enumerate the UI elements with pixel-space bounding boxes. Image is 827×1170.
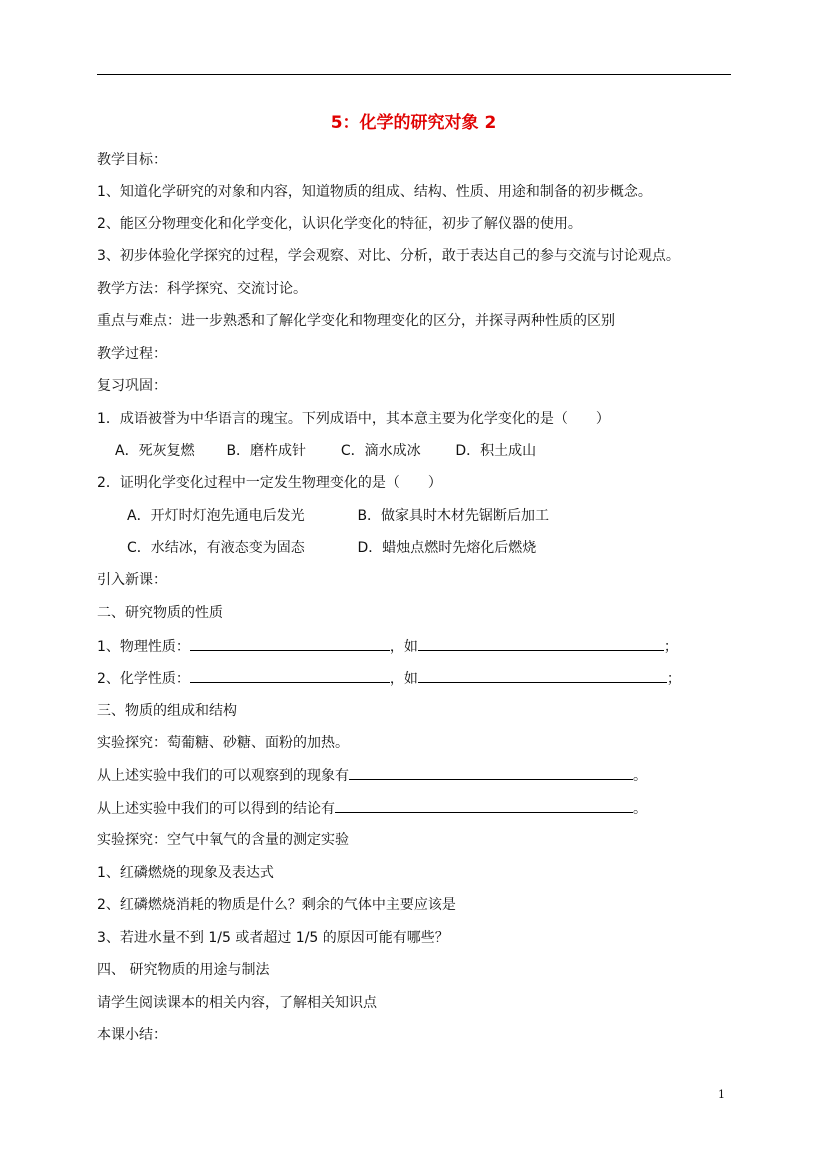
chemical-property-label: 2、化学性质： <box>97 671 190 687</box>
summary-heading: 本课小结： <box>97 1027 167 1043</box>
q1-option-d: D．积土成山 <box>455 443 537 459</box>
chemical-property-blank[interactable] <box>190 668 390 683</box>
teaching-method: 教学方法：科学探究、交流讨论。 <box>97 281 307 297</box>
experiment-2-item-2: 2、红磷燃烧消耗的物质是什么？剩余的气体中主要应该是 <box>97 897 456 913</box>
goal-item-2: 2、能区分物理变化和化学变化，认识化学变化的特征，初步了解仪器的使用。 <box>97 216 582 232</box>
observe-period: 。 <box>633 768 647 784</box>
experiment-1: 实验探究：萄葡糖、砂糖、面粉的加热。 <box>97 735 349 751</box>
page-number: 1 <box>718 1088 725 1101</box>
conclude-period: 。 <box>633 801 647 817</box>
physical-property-example-blank[interactable] <box>418 636 664 651</box>
q2-option-a: A．开灯时灯泡先通电后发光 <box>127 508 305 524</box>
physical-property-label: 1、物理性质： <box>97 639 190 655</box>
conclude-line <box>97 798 647 819</box>
section-3-heading: 三、物质的组成和结构 <box>97 703 237 719</box>
experiment-2-item-1: 1、红磷燃烧的现象及表达式 <box>97 865 274 881</box>
key-points: 重点与难点：进一步熟悉和了解化学变化和物理变化的区分，并探寻两种性质的区别 <box>97 313 615 329</box>
chemical-property-ru: ，如 <box>389 671 418 687</box>
physical-property-ru: ，如 <box>389 639 418 655</box>
physical-property-line <box>97 636 678 657</box>
q1-option-b: B．磨杵成针 <box>226 443 307 459</box>
section-2-heading: 二、研究物质的性质 <box>97 605 223 621</box>
intro-heading: 引入新课： <box>97 572 167 588</box>
goal-item-3: 3、初步体验化学探究的过程，学会观察、对比、分析，敢于表达自己的参与交流与讨论观点。 <box>97 248 680 264</box>
section-4-heading: 四、 研究物质的用途与制法 <box>97 962 270 978</box>
q1-option-a: A．死灰复燃 <box>115 443 195 459</box>
physical-property-end: ； <box>663 639 678 655</box>
q1-option-c: C．滴水成冰 <box>340 443 421 459</box>
experiment-2: 实验探究：空气中氧气的含量的测定实验 <box>97 832 349 848</box>
experiment-2-item-3: 3、若进水量不到 1/5 或者超过 1/5 的原因可能有哪些？ <box>97 930 449 946</box>
review-heading: 复习巩固： <box>97 378 167 394</box>
q2-option-b: B．做家具时木材先锯断后加工 <box>357 508 550 524</box>
teaching-goals-heading: 教学目标： <box>97 152 167 168</box>
question-1-stem: 1．成语被誉为中华语言的瑰宝。下列成语中，其本意主要为化学变化的是（ ） <box>97 411 610 427</box>
question-2-stem: 2．证明化学变化过程中一定发生物理变化的是（ ） <box>97 475 442 491</box>
teaching-process-heading: 教学过程： <box>97 346 167 362</box>
page-title: 5：化学的研究对象 2 <box>330 113 497 133</box>
question-2-options-row-2 <box>127 538 536 558</box>
conclude-label: 从上述实验中我们的可以得到的结论有 <box>97 801 335 817</box>
question-1-options <box>115 441 536 461</box>
chemical-property-end: ； <box>666 671 681 687</box>
header-rule <box>97 74 731 75</box>
section-4-text: 请学生阅读课本的相关内容，了解相关知识点 <box>97 995 377 1011</box>
goal-item-1: 1、知道化学研究的对象和内容，知道物质的组成、结构、性质、用途和制备的初步概念。 <box>97 184 652 200</box>
chemical-property-line <box>97 668 681 689</box>
q2-option-d: D．蜡烛点燃时先熔化后燃烧 <box>357 540 537 556</box>
observe-line <box>97 765 647 786</box>
chemical-property-example-blank[interactable] <box>418 668 667 683</box>
question-2-options-row-1 <box>127 506 549 526</box>
observe-label: 从上述实验中我们的可以观察到的现象有 <box>97 768 349 784</box>
q2-option-c: C．水结冰，有液态变为固态 <box>127 540 305 556</box>
conclude-blank[interactable] <box>335 798 633 813</box>
physical-property-blank[interactable] <box>190 636 390 651</box>
observe-blank[interactable] <box>349 765 633 780</box>
